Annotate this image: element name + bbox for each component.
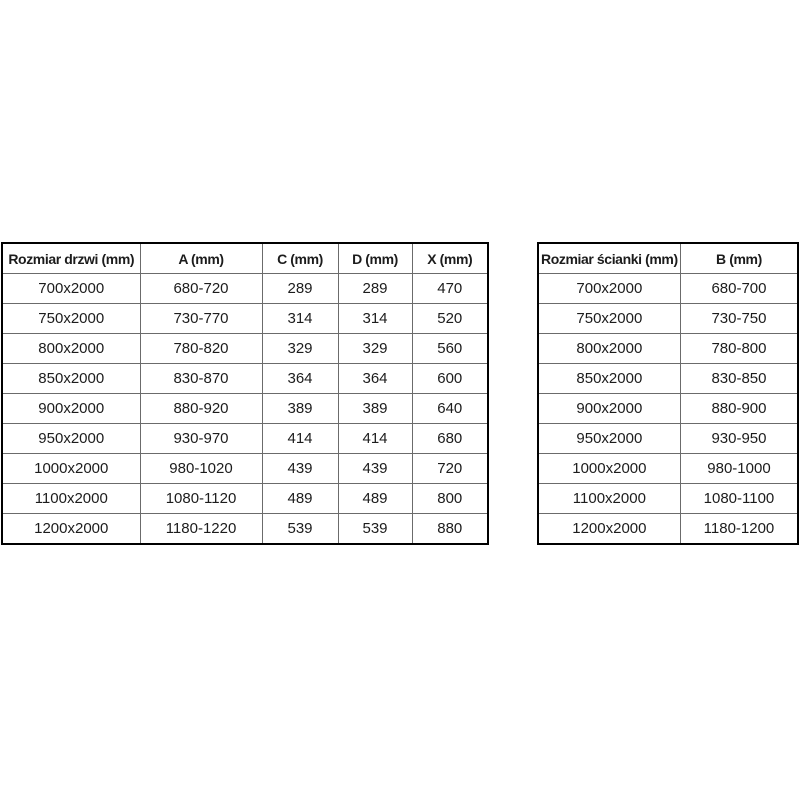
table-row bbox=[2, 514, 488, 545]
table-cell: 980-1000 bbox=[680, 454, 798, 484]
table-row bbox=[2, 364, 488, 394]
table-cell: 750x2000 bbox=[2, 304, 140, 334]
table-cell: 314 bbox=[262, 304, 338, 334]
table-cell: 329 bbox=[262, 334, 338, 364]
table-row bbox=[538, 364, 798, 394]
table-row bbox=[2, 394, 488, 424]
column-header-rozmiar-scianki: Rozmiar ścianki (mm) bbox=[538, 243, 680, 274]
table-cell: 720 bbox=[412, 454, 488, 484]
table-cell: 830-870 bbox=[140, 364, 262, 394]
table-row bbox=[2, 334, 488, 364]
table-cell: 1080-1120 bbox=[140, 484, 262, 514]
table-cell: 389 bbox=[338, 394, 412, 424]
column-header-c: C (mm) bbox=[262, 243, 338, 274]
table-cell: 1100x2000 bbox=[538, 484, 680, 514]
table-cell: 930-970 bbox=[140, 424, 262, 454]
table-cell: 900x2000 bbox=[538, 394, 680, 424]
table-cell: 289 bbox=[338, 274, 412, 304]
table-header-row bbox=[538, 243, 798, 274]
table-cell: 800 bbox=[412, 484, 488, 514]
table-cell: 680-720 bbox=[140, 274, 262, 304]
column-header-b: B (mm) bbox=[680, 243, 798, 274]
table-cell: 560 bbox=[412, 334, 488, 364]
table-row bbox=[2, 274, 488, 304]
column-header-d: D (mm) bbox=[338, 243, 412, 274]
column-header-x: X (mm) bbox=[412, 243, 488, 274]
table-cell: 439 bbox=[338, 454, 412, 484]
table-cell: 950x2000 bbox=[2, 424, 140, 454]
table-cell: 680 bbox=[412, 424, 488, 454]
table-cell: 800x2000 bbox=[538, 334, 680, 364]
table-cell: 1200x2000 bbox=[538, 514, 680, 545]
table-row bbox=[2, 304, 488, 334]
table-row bbox=[2, 424, 488, 454]
table-cell: 389 bbox=[262, 394, 338, 424]
table-header-row bbox=[2, 243, 488, 274]
table-cell: 700x2000 bbox=[2, 274, 140, 304]
table-cell: 750x2000 bbox=[538, 304, 680, 334]
table-cell: 1000x2000 bbox=[2, 454, 140, 484]
table-cell: 289 bbox=[262, 274, 338, 304]
table-cell: 780-800 bbox=[680, 334, 798, 364]
column-header-a: A (mm) bbox=[140, 243, 262, 274]
table-cell: 1100x2000 bbox=[2, 484, 140, 514]
table-cell: 830-850 bbox=[680, 364, 798, 394]
table-cell: 1180-1220 bbox=[140, 514, 262, 545]
table-row bbox=[538, 424, 798, 454]
table-cell: 730-750 bbox=[680, 304, 798, 334]
table-cell: 900x2000 bbox=[2, 394, 140, 424]
table-cell: 1080-1100 bbox=[680, 484, 798, 514]
table-cell: 850x2000 bbox=[2, 364, 140, 394]
table-cell: 364 bbox=[338, 364, 412, 394]
table-cell: 470 bbox=[412, 274, 488, 304]
door-sizes-table bbox=[1, 242, 489, 545]
table-cell: 700x2000 bbox=[538, 274, 680, 304]
table-row bbox=[2, 484, 488, 514]
table-cell: 439 bbox=[262, 454, 338, 484]
table-cell: 930-950 bbox=[680, 424, 798, 454]
wall-sizes-table bbox=[537, 242, 799, 545]
table-row bbox=[538, 274, 798, 304]
table-cell: 489 bbox=[262, 484, 338, 514]
table-cell: 800x2000 bbox=[2, 334, 140, 364]
table-cell: 880-920 bbox=[140, 394, 262, 424]
table-cell: 329 bbox=[338, 334, 412, 364]
table-cell: 950x2000 bbox=[538, 424, 680, 454]
table-cell: 414 bbox=[338, 424, 412, 454]
table-row bbox=[538, 514, 798, 545]
column-header-rozmiar-drzwi: Rozmiar drzwi (mm) bbox=[2, 243, 140, 274]
table-cell: 680-700 bbox=[680, 274, 798, 304]
table-cell: 539 bbox=[262, 514, 338, 545]
table-cell: 1200x2000 bbox=[2, 514, 140, 545]
table-cell: 520 bbox=[412, 304, 488, 334]
table-cell: 980-1020 bbox=[140, 454, 262, 484]
table-row bbox=[538, 394, 798, 424]
table-cell: 414 bbox=[262, 424, 338, 454]
table-row bbox=[538, 304, 798, 334]
table-cell: 880-900 bbox=[680, 394, 798, 424]
table-cell: 1180-1200 bbox=[680, 514, 798, 545]
table-cell: 489 bbox=[338, 484, 412, 514]
table-cell: 850x2000 bbox=[538, 364, 680, 394]
table-cell: 730-770 bbox=[140, 304, 262, 334]
table-cell: 880 bbox=[412, 514, 488, 545]
table-row bbox=[2, 454, 488, 484]
table-row bbox=[538, 484, 798, 514]
table-row bbox=[538, 334, 798, 364]
table-cell: 600 bbox=[412, 364, 488, 394]
table-cell: 314 bbox=[338, 304, 412, 334]
table-cell: 780-820 bbox=[140, 334, 262, 364]
table-cell: 640 bbox=[412, 394, 488, 424]
table-cell: 1000x2000 bbox=[538, 454, 680, 484]
table-cell: 539 bbox=[338, 514, 412, 545]
table-cell: 364 bbox=[262, 364, 338, 394]
table-row bbox=[538, 454, 798, 484]
